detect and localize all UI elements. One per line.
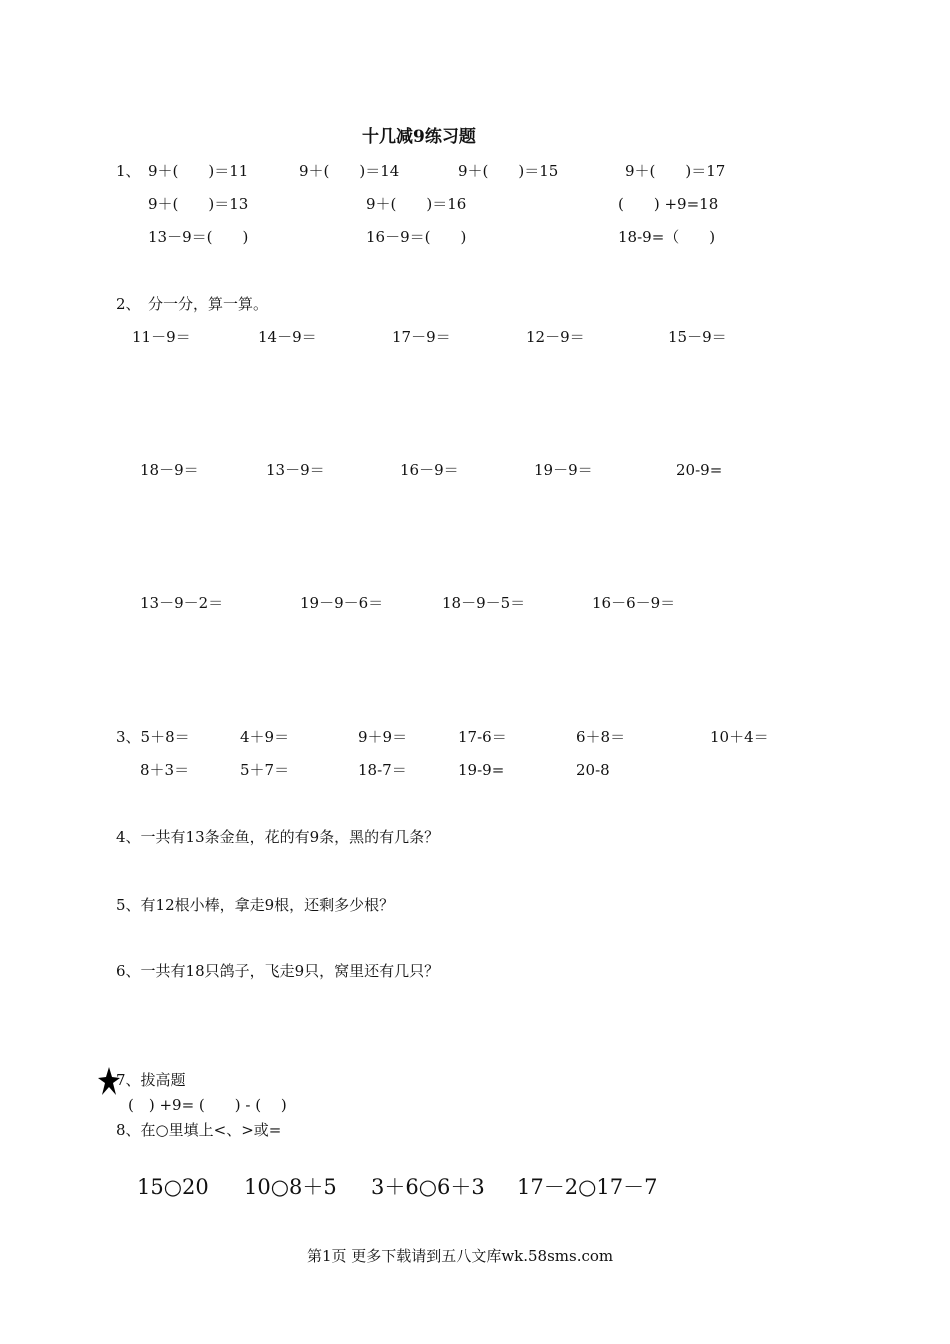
page-footer: 第1页 更多下载请到五八文库wk.58sms.com (307, 1247, 614, 1265)
q1-item: 18-9=（ ) (618, 228, 716, 246)
q2-item: 19－9－6＝ (300, 594, 384, 612)
q2-item: 13－9＝ (266, 461, 325, 479)
q3-item: 4＋9＝ (240, 728, 290, 746)
q1-item: ( ) +9=18 (618, 195, 719, 213)
q2-item: 14－9＝ (258, 328, 317, 346)
q8-item: 3＋6○6＋3 (371, 1175, 485, 1199)
q7-expression: ( ) +9= ( ) - ( ) (128, 1096, 287, 1114)
q1-item: 9＋( )＝17 (625, 162, 726, 180)
q3-item: 18-7＝ (358, 761, 407, 779)
q8-item: 17－2○17－7 (517, 1175, 658, 1199)
q8-item: 10○8＋5 (244, 1175, 337, 1199)
page-title: 十几减9练习题 (362, 127, 476, 147)
q1-item: 16－9＝( ) (366, 228, 467, 246)
q3-item: 10＋4＝ (710, 728, 769, 746)
q3-item: 17-6＝ (458, 728, 507, 746)
q1-item: 9＋( )＝16 (366, 195, 467, 213)
q5-text: 5、有12根小棒，拿走9根，还剩多少根？ (116, 896, 395, 914)
q3-item: 3、5＋8＝ (116, 728, 190, 746)
q2-item: 20-9= (676, 461, 723, 479)
q2-item: 12－9＝ (526, 328, 585, 346)
q3-item: 8＋3＝ (140, 761, 190, 779)
q2-item: 18－9－5＝ (442, 594, 526, 612)
q2-item: 19－9＝ (534, 461, 593, 479)
q2-item: 11－9＝ (132, 328, 191, 346)
q7-label: 7、拔高题 (116, 1071, 186, 1089)
q3-item: 9＋9＝ (358, 728, 408, 746)
q4-text: 4、一共有13条金鱼，花的有9条，黑的有几条？ (116, 828, 440, 846)
q1-item: 9＋( )＝13 (148, 195, 249, 213)
q3-item: 20-8 (576, 761, 610, 779)
q3-item: 6＋8＝ (576, 728, 626, 746)
q2-item: 13－9－2＝ (140, 594, 224, 612)
q2-item: 16－9＝ (400, 461, 459, 479)
q8-item: 15○20 (137, 1175, 209, 1199)
q1-number: 1、 (116, 162, 141, 180)
q2-item: 15－9＝ (668, 328, 727, 346)
q1-item: 9＋( )＝14 (299, 162, 400, 180)
q1-item: 9＋( )＝11 (148, 162, 249, 180)
q6-text: 6、一共有18只鸽子，飞走9只，窝里还有几只？ (116, 962, 440, 980)
q2-item: 16－6－9＝ (592, 594, 676, 612)
q8-label: 8、在○里填上<、>或= (116, 1121, 282, 1139)
q3-item: 19-9= (458, 761, 505, 779)
q2-item: 17－9＝ (392, 328, 451, 346)
q2-label: 2、 分一分，算一算。 (116, 295, 269, 313)
q1-item: 9＋( )＝15 (458, 162, 559, 180)
q1-item: 13－9＝( ) (148, 228, 249, 246)
q3-item: 5＋7＝ (240, 761, 290, 779)
q2-item: 18－9＝ (140, 461, 199, 479)
